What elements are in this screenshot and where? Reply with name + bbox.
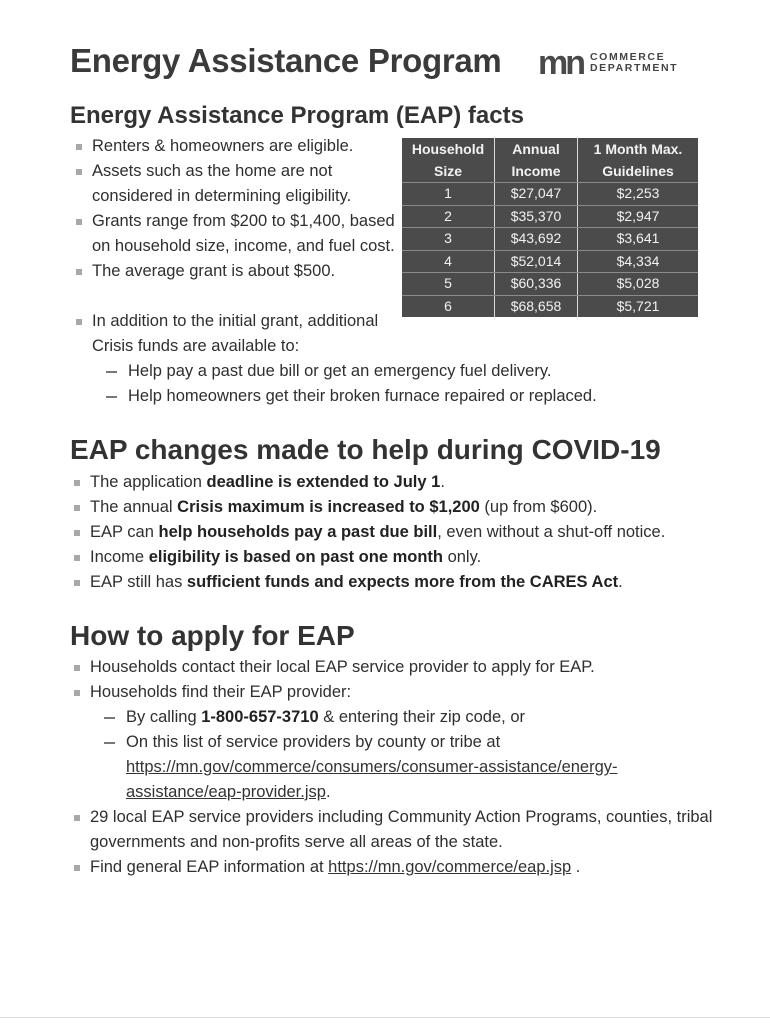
income-guidelines-table: [402, 138, 698, 317]
commerce-logo: [538, 44, 679, 82]
table-header-cell: 1 Month Max. Guidelines: [578, 138, 699, 183]
table-cell: $2,253: [578, 183, 699, 206]
list-item: Find general EAP information at https://mn.gov/commerce/eap.jsp .: [70, 855, 750, 880]
table-row: [402, 273, 698, 296]
provider-list-link[interactable]: https://mn.gov/commerce/consumers/consumer-assistance/energy-: [126, 758, 618, 776]
table-cell: $2,947: [578, 205, 699, 228]
table-header-cell: Household Size: [402, 138, 495, 183]
covid-changes-list: [70, 470, 750, 595]
list-item: The average grant is about $500.: [72, 259, 397, 284]
table-cell: $27,047: [495, 183, 578, 206]
table-header-row: [402, 138, 698, 183]
table-cell: $43,692: [495, 228, 578, 251]
table-cell: $60,336: [495, 273, 578, 296]
list-item: The annual Crisis maximum is increased to $1,200 (up from $600).: [70, 495, 750, 520]
list-item: Households find their EAP provider:: [70, 680, 750, 705]
facts-heading: Energy Assistance Program (EAP) facts: [70, 102, 524, 129]
page-bottom-divider: [0, 1017, 770, 1018]
table-cell: $68,658: [495, 295, 578, 317]
page-title: Energy Assistance Program: [70, 42, 502, 79]
table-cell: $5,721: [616, 297, 660, 314]
mn-logo-icon: mn: [538, 44, 583, 82]
covid-heading: EAP changes made to help during COVID-19: [70, 434, 661, 465]
crisis-list: [72, 309, 732, 409]
table-row: [402, 228, 698, 251]
table-cell: 4: [402, 250, 495, 273]
table-row: [402, 250, 698, 273]
list-item: EAP still has sufficient funds and expects more from the CARES Act.: [70, 570, 750, 595]
facts-list: [72, 134, 397, 284]
table-cell: 5: [402, 273, 495, 296]
list-item: Grants range from $200 to $1,400, based on household size, income, and fuel cost.: [72, 209, 397, 259]
phone-number: 1-800-657-3710: [201, 708, 319, 726]
sub-list-item: On this list of service providers by county or tribe at https://mn.gov/commerce/consumers/consumer-assistance/energy- assistance/eap-provider.jsp.: [70, 730, 750, 805]
list-item: 29 local EAP service providers including Community Action Programs, counties, tribal governments and non-profits serve all areas of the state.: [70, 805, 750, 855]
sub-list-item: By calling 1-800-657-3710 & entering their zip code, or: [70, 705, 750, 730]
sub-list-item: Help homeowners get their broken furnace repaired or replaced.: [72, 384, 732, 409]
table-row: [402, 295, 698, 317]
list-item: Income eligibility is based on past one month only.: [70, 545, 750, 570]
list-item: Renters & homeowners are eligible.: [72, 134, 397, 159]
list-item: Assets such as the home are not considered in determining eligibility.: [72, 159, 397, 209]
table-cell: 2: [402, 205, 495, 228]
eap-info-link[interactable]: https://mn.gov/commerce/eap.jsp: [328, 858, 572, 876]
apply-heading: How to apply for EAP: [70, 620, 355, 651]
list-item: Households contact their local EAP service provider to apply for EAP.: [70, 655, 750, 680]
list-item: The application deadline is extended to July 1.: [70, 470, 750, 495]
table-cell: $35,370: [495, 205, 578, 228]
table-cell: $52,014: [495, 250, 578, 273]
list-item: In addition to the initial grant, additional Crisis funds are available to:: [72, 309, 412, 359]
list-item: EAP can help households pay a past due bill, even without a shut-off notice.: [70, 520, 750, 545]
sub-list-item: Help pay a past due bill or get an emergency fuel delivery.: [72, 359, 732, 384]
table-cell: 6: [402, 295, 495, 317]
table-cell: $5,028: [578, 273, 699, 296]
table-cell: 3: [402, 228, 495, 251]
table-row: [402, 205, 698, 228]
table-row: [402, 183, 698, 206]
table-cell: 1: [402, 183, 495, 206]
logo-text: COMMERCE DEPARTMENT: [590, 51, 679, 74]
apply-list: [70, 655, 750, 880]
provider-list-link-cont[interactable]: assistance/eap-provider.jsp: [126, 783, 326, 801]
table-cell: $4,334: [578, 250, 699, 273]
table-header-cell: Annual Income: [495, 138, 578, 183]
table-cell: $3,641: [578, 228, 699, 251]
